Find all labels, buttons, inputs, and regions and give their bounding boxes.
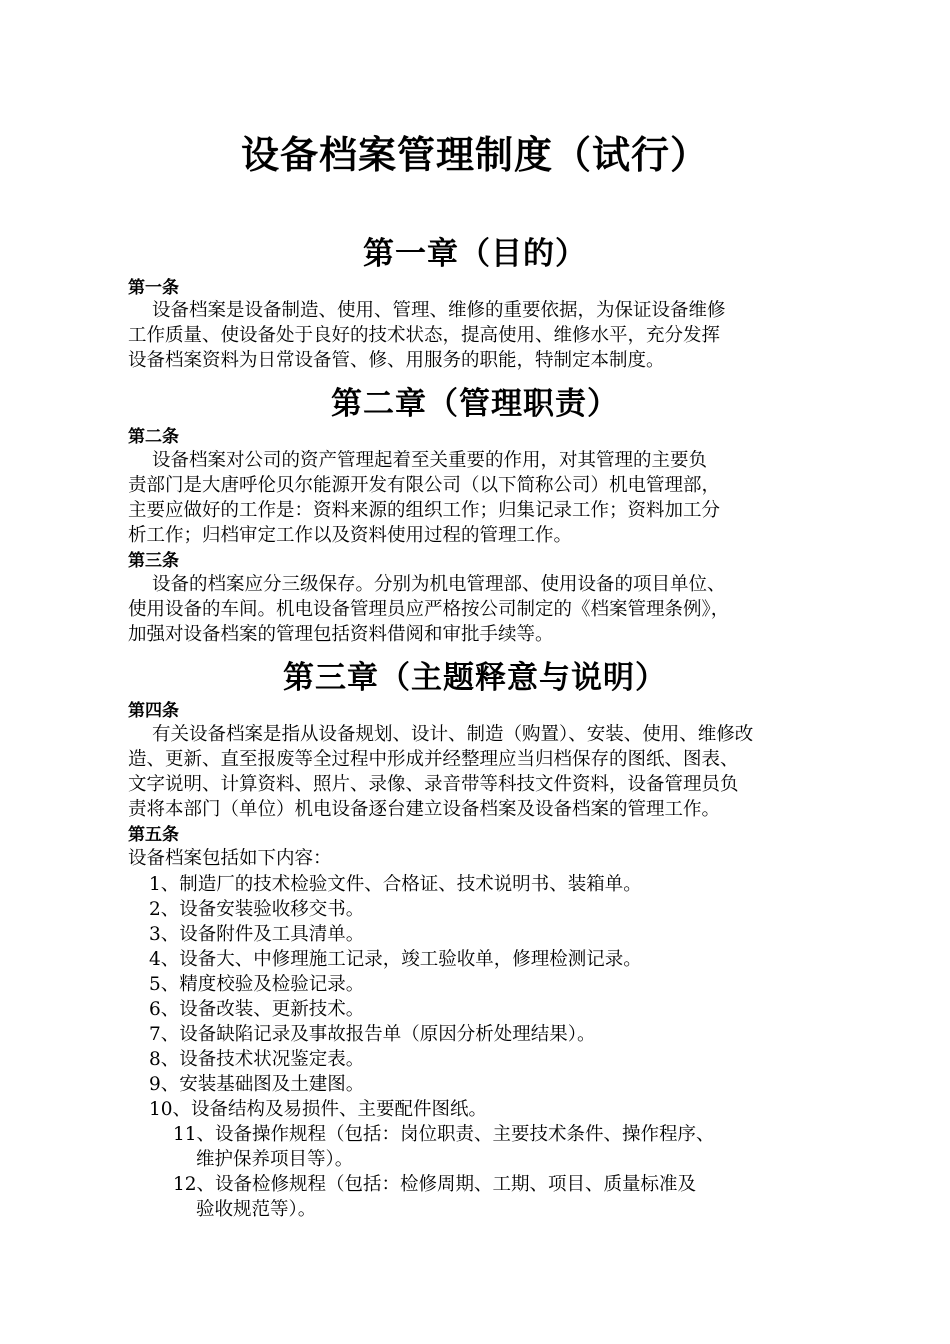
list-item: 2、设备安装验收移交书。 xyxy=(149,899,365,920)
list-item-11-continued: 维护保养项目等）。 xyxy=(196,1149,354,1170)
article-5-content-list xyxy=(149,872,715,1222)
article-1-line: 设备档案资料为日常设备管、修、用服务的职能，特制定本制度。 xyxy=(128,350,665,371)
article-2-line: 设备档案对公司的资产管理起着至关重要的作用，对其管理的主要负 xyxy=(152,450,708,471)
article-3-line: 使用设备的车间。机电设备管理员应严格按公司制定的《档案管理条例》， xyxy=(128,599,730,620)
article-4-line: 有关设备档案是指从设备规划、设计、制造（购置）、安装、使用、维修改 xyxy=(152,724,754,745)
article-1-label: 第一条 xyxy=(128,278,179,298)
document-title: 设备档案管理制度（试行） xyxy=(240,133,709,177)
article-5-label: 第五条 xyxy=(128,825,179,845)
article-2-label: 第二条 xyxy=(128,427,179,447)
list-item: 8、设备技术状况鉴定表。 xyxy=(149,1049,365,1070)
list-item: 6、设备改装、更新技术。 xyxy=(149,999,365,1020)
list-item: 9、安装基础图及土建图。 xyxy=(149,1074,365,1095)
chapter-3-heading: 第三章（主题释意与说明） xyxy=(283,660,667,696)
article-1-line: 设备档案是设备制造、使用、管理、维修的重要依据，为保证设备维修 xyxy=(152,300,726,321)
chapter-1-heading: 第一章（目的） xyxy=(363,236,587,272)
list-item: 7、设备缺陷记录及事故报告单（原因分析处理结果）。 xyxy=(149,1024,596,1045)
article-2-text xyxy=(128,448,828,548)
list-item-12-continued: 验收规范等）。 xyxy=(196,1199,317,1220)
article-4-line: 文字说明、计算资料、照片、录像、录音带等科技文件资料，设备管理员负 xyxy=(128,774,739,795)
list-item: 4、设备大、中修理施工记录，竣工验收单，修理检测记录。 xyxy=(149,949,642,970)
article-1-text xyxy=(128,298,828,373)
list-item-12: 12、设备检修规程（包括：检修周期、工期、项目、质量标准及 xyxy=(173,1174,697,1195)
list-item: 3、设备附件及工具清单。 xyxy=(149,924,365,945)
article-4-label: 第四条 xyxy=(128,701,179,721)
article-5-intro: 设备档案包括如下内容： xyxy=(128,848,332,869)
chapter-2-heading: 第二章（管理职责） xyxy=(331,386,619,422)
article-2-line: 责部门是大唐呼伦贝尔能源开发有限公司（以下简称公司）机电管理部， xyxy=(128,475,721,496)
list-item: 10、设备结构及易损件、主要配件图纸。 xyxy=(149,1099,488,1120)
article-2-line: 析工作；归档审定工作以及资料使用过程的管理工作。 xyxy=(128,525,573,546)
article-3-line: 加强对设备档案的管理包括资料借阅和审批手续等。 xyxy=(128,624,554,645)
article-1-line: 工作质量、使设备处于良好的技术状态，提高使用、维修水平，充分发挥 xyxy=(128,325,721,346)
article-3-line: 设备的档案应分三级保存。分别为机电管理部、使用设备的项目单位、 xyxy=(152,574,726,595)
article-3-label: 第三条 xyxy=(128,551,179,571)
list-item-11: 11、设备操作规程（包括：岗位职责、主要技术条件、操作程序、 xyxy=(173,1124,715,1145)
article-4-line: 造、更新、直至报废等全过程中形成并经整理应当归档保存的图纸、图表、 xyxy=(128,749,739,770)
list-item: 5、精度校验及检验记录。 xyxy=(149,974,365,995)
article-2-line: 主要应做好的工作是：资料来源的组织工作；归集记录工作；资料加工分 xyxy=(128,500,721,521)
article-3-text xyxy=(128,572,828,647)
list-item: 1、制造厂的技术检验文件、合格证、技术说明书、装箱单。 xyxy=(149,874,642,895)
article-4-text xyxy=(128,722,828,822)
article-4-line: 责将本部门（单位）机电设备逐台建立设备档案及设备档案的管理工作。 xyxy=(128,799,721,820)
